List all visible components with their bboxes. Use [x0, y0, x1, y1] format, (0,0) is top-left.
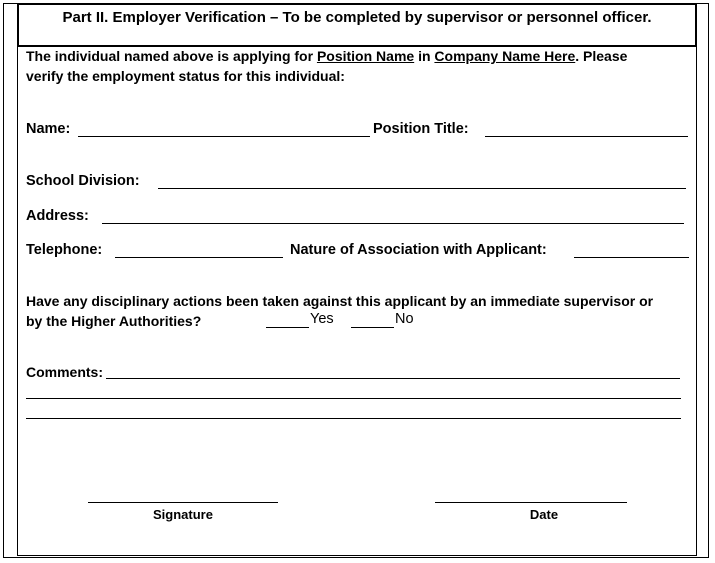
school-division-field[interactable]: [158, 188, 686, 189]
section-title: Part II. Employer Verification – To be completed by supervisor or personnel officer.: [62, 9, 652, 26]
telephone-field[interactable]: [115, 257, 283, 258]
yes-answer-field[interactable]: [266, 327, 309, 328]
address-field[interactable]: [102, 223, 684, 224]
name-field[interactable]: [78, 136, 370, 137]
address-label: Address:: [26, 208, 89, 224]
position-title-field[interactable]: [485, 136, 688, 137]
intro-line-1: [26, 47, 627, 65]
yes-label: Yes: [310, 311, 334, 327]
disciplinary-question-line-2: by the Higher Authorities?: [26, 313, 202, 329]
comments-line-3[interactable]: [26, 418, 681, 419]
intro-text-3: . Please: [575, 48, 628, 64]
position-title-label: Position Title:: [373, 121, 469, 137]
company-name-link: Company Name Here: [434, 48, 576, 64]
no-label: No: [395, 311, 414, 327]
comments-line-1[interactable]: [106, 378, 680, 379]
intro-line-2: verify the employment status for this individual:: [26, 68, 345, 84]
nature-of-association-label: Nature of Association with Applicant:: [290, 242, 547, 258]
disciplinary-question-line-1: Have any disciplinary actions been taken against this applicant by an immediate supervisor or: [26, 293, 654, 309]
name-label: Name:: [26, 121, 71, 137]
nature-of-association-field[interactable]: [574, 257, 689, 258]
telephone-label: Telephone:: [26, 242, 103, 258]
signature-field[interactable]: [88, 502, 278, 503]
intro-text-1: The individual named above is applying for: [26, 48, 317, 64]
signature-label: Signature: [153, 507, 213, 522]
date-label: Date: [529, 507, 559, 522]
intro-text-2: in: [414, 48, 435, 64]
date-field[interactable]: [435, 502, 627, 503]
position-name-link: Position Name: [316, 48, 415, 64]
school-division-label: School Division:: [26, 173, 140, 189]
comments-label: Comments:: [26, 364, 104, 380]
comments-line-2[interactable]: [26, 398, 681, 399]
no-answer-field[interactable]: [351, 327, 394, 328]
